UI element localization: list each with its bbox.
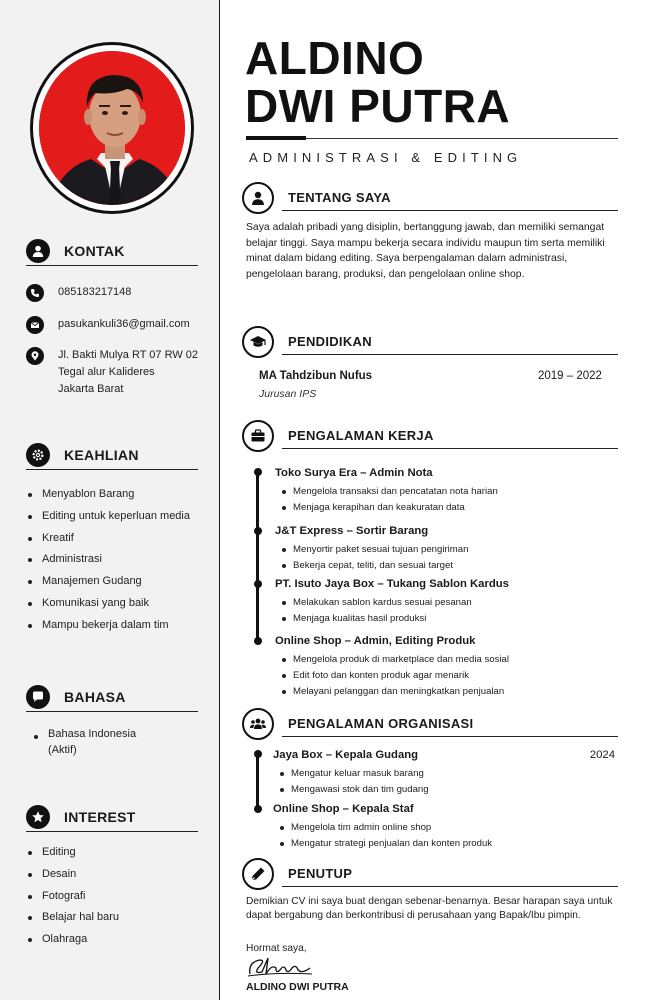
address-line-3: Jakarta Barat [58,383,124,395]
list-item: Manajemen Gudang [26,571,198,593]
group-icon [242,708,274,740]
organization-timeline [256,752,259,810]
profile-photo-frame [30,42,194,214]
mail-icon [26,316,44,334]
interest-title: INTEREST [64,808,136,825]
timeline-dot [254,637,262,645]
list-item: Editing [26,842,198,864]
work-entry-title: Toko Surya Era – Admin Nota [275,467,433,479]
list-item: Mengelola produk di marketplace dan media sosial [275,652,617,668]
contact-address-row [26,347,198,398]
organization-title: PENGALAMAN ORGANISASI [288,716,474,731]
timeline-dot [254,750,262,758]
education-title: PENDIDIKAN [288,334,372,349]
about-text: Saya adalah pribadi yang disiplin, bertanggung jawab, dan memiliki semangat belajar tinggi. Saya mampu bekerja secara individu maupun tim serta memiliki minat dalam bidang editing. Saya berpengalaman dalam administrasi, pengelolaan barang, produksi, dan pengelolaan online shop. [246,222,605,280]
closing-salutation: Hormat saya, [246,943,307,954]
about-divider [282,210,618,211]
organization-entry [273,800,617,852]
organization-entry-title [273,800,617,818]
language-title: BAHASA [64,688,126,705]
list-item: Mampu bekerja dalam tim [26,615,198,637]
school-major: Jurusan IPS [259,388,317,400]
gear-icon [26,443,50,467]
interest-list [26,842,198,951]
contact-title: KONTAK [64,242,125,259]
timeline-dot [254,580,262,588]
work-entry [275,632,617,700]
about-title: TENTANG SAYA [288,190,391,205]
person-icon [242,182,274,214]
list-item [32,726,198,758]
skills-list [26,484,198,637]
work-entry [275,464,617,516]
list-item: Menjaga kualitas hasil produksi [275,611,617,627]
language-name: Bahasa Indonesia [48,728,137,740]
signature-image [246,954,326,980]
list-item: Menyablon Barang [26,484,198,506]
job-role: ADMINISTRASI & EDITING [249,150,523,165]
timeline-dot [254,468,262,476]
profile-photo [39,51,185,205]
name-divider [306,138,618,139]
work-entry-title: PT. Isuto Jaya Box – Tukang Sablon Kardus [275,578,509,590]
closing-heading [242,858,618,892]
address-line-2: Tegal alur Kalideres [58,366,155,378]
address-line-1: Jl. Bakti Mulya RT 07 RW 02 [58,349,198,361]
contact-section [26,240,198,398]
graduation-cap-icon [242,326,274,358]
language-list [32,726,198,758]
organization-heading [242,708,618,742]
work-entry [275,522,617,574]
list-item: Mengelola tim admin online shop [273,820,617,836]
list-item: Fotografi [26,886,198,908]
contact-phone-row [26,284,198,302]
skills-title: KEAHLIAN [64,446,139,463]
timeline-dot [254,527,262,535]
name-line-1: ALDINO [245,32,425,84]
list-item: Komunikasi yang baik [26,593,198,615]
signer-name: ALDINO DWI PUTRA [246,981,349,993]
language-heading [26,686,198,712]
full-name [245,34,510,130]
school-years: 2019 – 2022 [538,370,602,382]
list-item: Mengatur strategi penjualan dan konten produk [273,836,617,852]
school-name: MA Tahdzibun Nufus [259,370,373,382]
work-entry-title: Online Shop – Admin, Editing Produk [275,635,476,647]
list-item: Olahraga [26,929,198,951]
star-icon [26,805,50,829]
education-divider [282,354,618,355]
closing-divider [282,886,618,887]
person-icon [26,239,50,263]
phone-icon [26,284,44,302]
list-item: Administrasi [26,549,198,571]
location-pin-icon [26,347,44,365]
organization-divider [282,736,618,737]
work-heading [242,420,618,454]
list-item: Belajar hal baru [26,907,198,929]
work-title: PENGALAMAN KERJA [288,428,434,443]
list-item: Menjaga kerapihan dan keakuratan data [275,500,617,516]
work-timeline [256,470,259,643]
organization-entry [273,746,617,798]
language-section [26,686,198,758]
education-heading [242,326,618,360]
contact-heading [26,240,198,266]
work-divider [282,448,618,449]
organization-entry-title [273,746,617,764]
about-heading [242,182,618,216]
list-item: Melakukan sablon kardus sesuai pesanan [275,595,617,611]
list-item: Menyortir paket sesuai tujuan pengiriman [275,542,617,558]
contact-email-row [26,316,198,334]
list-item: Mengelola transaksi dan pencatatan nota harian [275,484,617,500]
briefcase-icon [242,420,274,452]
contact-address [58,347,198,398]
list-item: Edit foto dan konten produk agar menarik [275,668,617,684]
timeline-dot [254,805,262,813]
chat-bubble-icon [26,685,50,709]
sidebar [0,0,220,1000]
organization-role: Online Shop – Kepala Staf [273,803,414,815]
list-item: Bekerja cepat, teliti, dan sesuai target [275,558,617,574]
organization-year: 2024 [589,749,615,761]
name-line-2: DWI PUTRA [245,80,511,132]
organization-role: Jaya Box – Kepala Gudang [273,749,419,761]
skills-section [26,444,198,637]
list-item: Kreatif [26,528,198,550]
contact-email[interactable]: pasukankuli36@gmail.com [58,318,190,330]
list-item: Desain [26,864,198,886]
work-entry-title: J&T Express – Sortir Barang [275,525,429,537]
contact-phone[interactable]: 085183217148 [58,286,132,298]
interest-section [26,806,198,951]
interest-heading [26,806,198,832]
list-item: Editing untuk keperluan media [26,506,198,528]
work-entry [275,575,617,627]
name-divider-accent [246,136,306,140]
list-item: Mengatur keluar masuk barang [273,766,617,782]
skills-heading [26,444,198,470]
closing-title: PENUTUP [288,866,353,881]
closing-text: Demikian CV ini saya buat dengan sebenar-benarnya. Besar harapan saya untuk dapat bergabung dan berkontribusi di perusahaan yang Bapak/Ibu pimpin. [246,896,613,921]
list-item: Melayani pelanggan dan meningkatkan penjualan [275,684,617,700]
portrait-illustration [39,51,185,205]
list-item: Mengawasi stok dan tim gudang [273,782,617,798]
pen-icon [242,858,274,890]
language-level: (Aktif) [48,744,77,756]
